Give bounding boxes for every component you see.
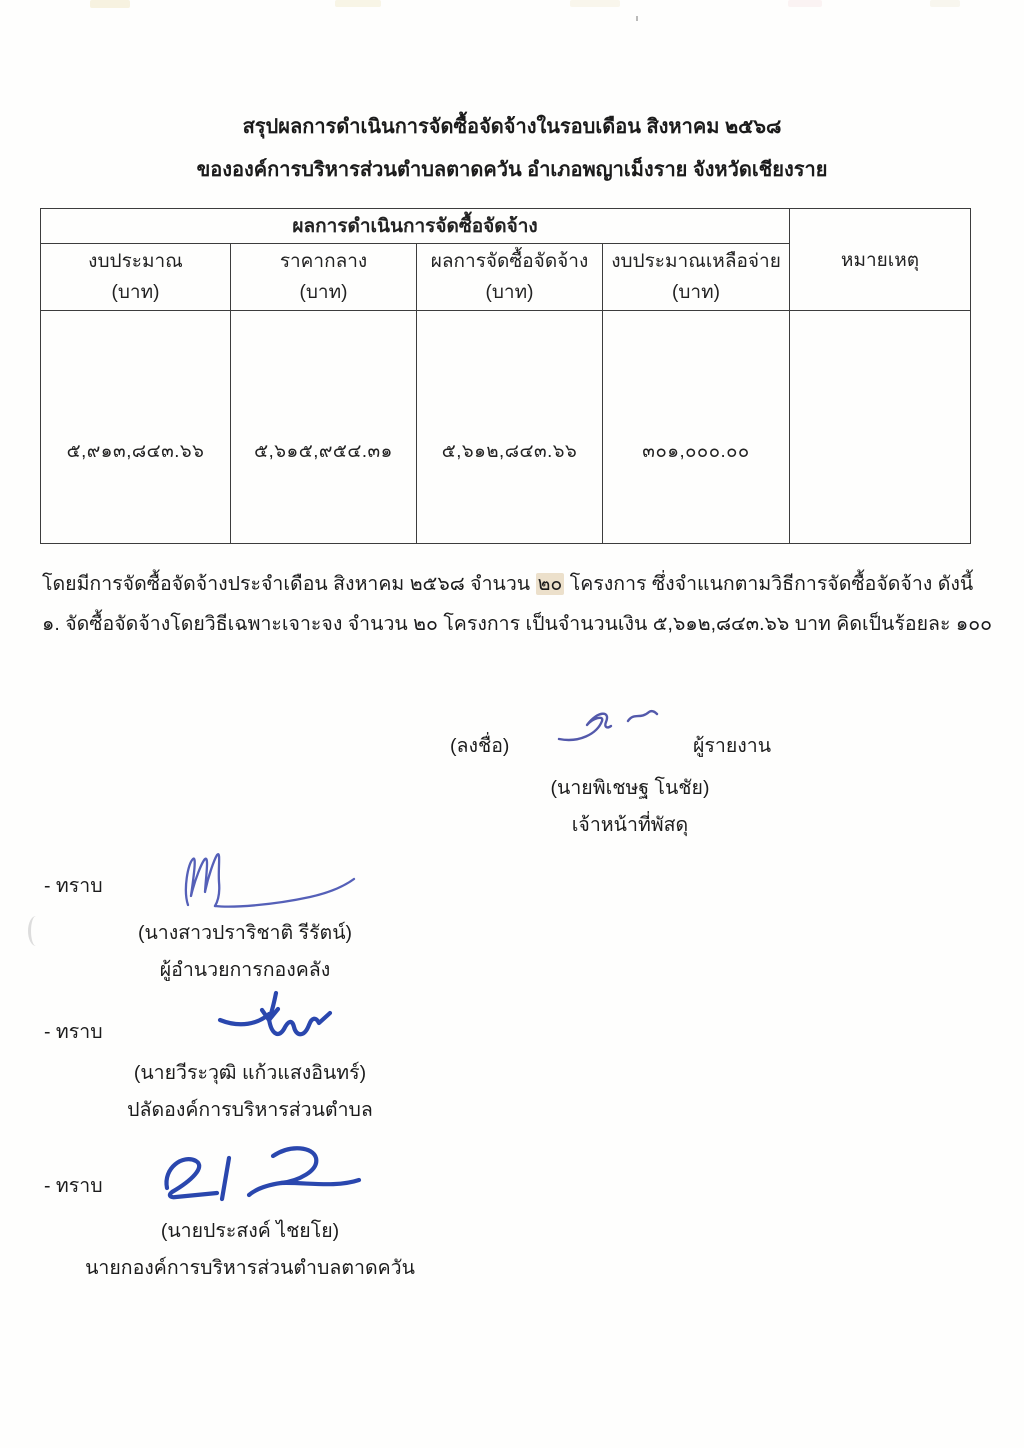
median-price-value: ๕,๖๑๕,๙๕๔.๓๑ bbox=[231, 311, 417, 544]
approval-signature-1 bbox=[158, 848, 356, 910]
col-header-budget bbox=[41, 244, 231, 311]
remaining-budget-value: ๓๐๑,๐๐๐.๐๐ bbox=[603, 311, 790, 544]
approval-name-2: (นายวีระวุฒิ แก้วแสงอินทร์) bbox=[133, 1062, 367, 1084]
scan-artifact bbox=[570, 0, 620, 7]
sign-label: (ลงชื่อ) bbox=[450, 735, 510, 757]
approval-position-1: ผู้อำนวยการกองคลัง bbox=[159, 959, 331, 981]
approval-name-1: (นางสาวปราริชาติ รีรัตน์) bbox=[137, 922, 353, 944]
reporter-position: เจ้าหน้าที่พัสดุ bbox=[571, 814, 689, 836]
col-header-remaining bbox=[603, 244, 790, 311]
scan-smudge bbox=[28, 916, 44, 946]
group-header-cell: ผลการดำเนินการจัดซื้อจัดจ้าง bbox=[41, 209, 790, 244]
col-label: ราคากลาง bbox=[279, 251, 368, 272]
summary-line1-part1: โดยมีการจัดซื้อจัดจ้างประจำเดือน สิงหาคม ๒๕๖๘ จำนวน bbox=[42, 573, 536, 595]
budget-value: ๕,๙๑๓,๘๔๓.๖๖ bbox=[41, 311, 231, 544]
summary-line1-highlight: ๒๐ bbox=[537, 573, 563, 595]
ack-label-2: - ทราบ bbox=[44, 1021, 103, 1043]
col-unit: (บาท) bbox=[111, 282, 160, 303]
reporter-role-label: ผู้รายงาน bbox=[693, 735, 772, 757]
approval-signature-2 bbox=[212, 988, 347, 1050]
table-group-header-row bbox=[41, 209, 971, 244]
col-unit: (บาท) bbox=[299, 282, 348, 303]
remark-value bbox=[790, 311, 971, 544]
page-subtitle: ขององค์การบริหารส่วนตำบลตาดควัน อำเภอพญาเม็งราย จังหวัดเชียงราย bbox=[196, 159, 828, 181]
procurement-result-value: ๕,๖๑๒,๘๔๓.๖๖ bbox=[417, 311, 603, 544]
scan-speck bbox=[636, 16, 638, 21]
col-label: งบประมาณ bbox=[88, 251, 183, 272]
summary-line1-part2: โครงการ ซึ่งจำแนกตามวิธีการจัดซื้อจัดจ้าง ดังนี้ bbox=[564, 573, 974, 595]
reporter-name: (นายพิเชษฐ โนชัย) bbox=[550, 777, 710, 799]
col-unit: (บาท) bbox=[672, 282, 720, 303]
col-unit: (บาท) bbox=[485, 282, 534, 303]
procurement-table bbox=[40, 208, 971, 544]
summary-line-1 bbox=[42, 568, 992, 599]
approval-signature-3 bbox=[145, 1142, 367, 1212]
col-label: ผลการจัดซื้อจัดจ้าง bbox=[430, 251, 589, 272]
summary-line-2: ๑. จัดซื้อจัดจ้างโดยวิธีเฉพาะเจาะจง จำนวน ๒๐ โครงการ เป็นจำนวนเงิน ๕,๖๑๒,๘๔๓.๖๖ บาท คิดเป็นร้อยละ ๑๐๐ bbox=[42, 613, 993, 635]
ack-label-1: - ทราบ bbox=[44, 875, 103, 897]
table-data-row bbox=[41, 311, 971, 544]
col-header-result bbox=[417, 244, 603, 311]
scan-artifact bbox=[90, 0, 130, 8]
reporter-signature bbox=[545, 702, 675, 752]
remark-header-cell: หมายเหตุ bbox=[790, 209, 971, 311]
title-block bbox=[0, 110, 1024, 185]
scan-artifact bbox=[788, 0, 822, 7]
scan-artifact bbox=[930, 0, 960, 7]
scan-artifact bbox=[335, 0, 381, 7]
page-title: สรุปผลการดำเนินการจัดซื้อจัดจ้างในรอบเดือน สิงหาคม ๒๕๖๘ bbox=[242, 116, 782, 138]
ack-label-3: - ทราบ bbox=[44, 1175, 103, 1197]
approval-position-2: ปลัดองค์การบริหารส่วนตำบล bbox=[127, 1099, 373, 1121]
approval-name-3: (นายประสงค์ ไชยโย) bbox=[160, 1220, 340, 1242]
col-header-median-price bbox=[231, 244, 417, 311]
col-label: งบประมาณเหลือจ่าย bbox=[611, 251, 781, 272]
approval-position-3: นายกองค์การบริหารส่วนตำบลตาดควัน bbox=[85, 1257, 415, 1279]
